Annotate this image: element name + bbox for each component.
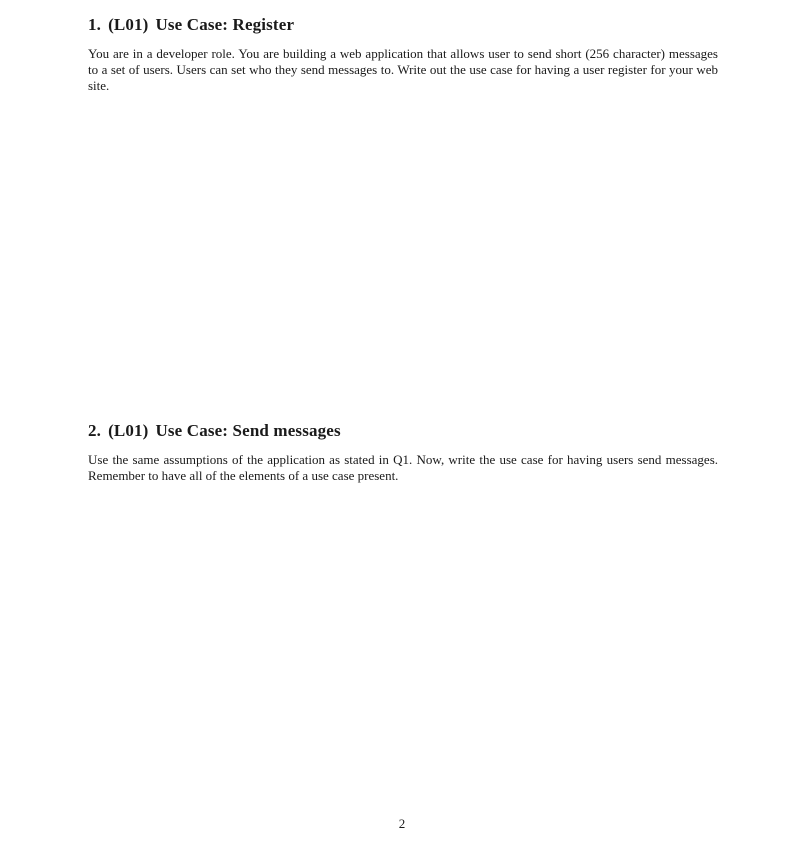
question-1 <box>88 14 718 94</box>
question-1-heading <box>88 14 718 36</box>
question-1-tag: (L01) <box>108 15 149 34</box>
question-2-body: Use the same assumptions of the application as stated in Q1. Now, write the use case for having users send messages. Remember to have all of the elements of a use case present. <box>88 452 718 483</box>
question-1-number: 1. <box>88 15 102 34</box>
question-2-heading <box>88 420 718 442</box>
page-number: 2 <box>398 816 406 831</box>
question-2-title: Use Case: Send messages <box>155 421 341 440</box>
question-1-body: You are in a developer role. You are building a web application that allows user to send short (256 character) messages to a set of users. Users can set who they send messages to. Write out the use case for having a user register for your web site. <box>88 46 718 93</box>
question-2-number: 2. <box>88 421 102 440</box>
question-2-tag: (L01) <box>108 421 149 440</box>
question-1-title: Use Case: Register <box>155 15 295 34</box>
question-2 <box>88 420 718 484</box>
